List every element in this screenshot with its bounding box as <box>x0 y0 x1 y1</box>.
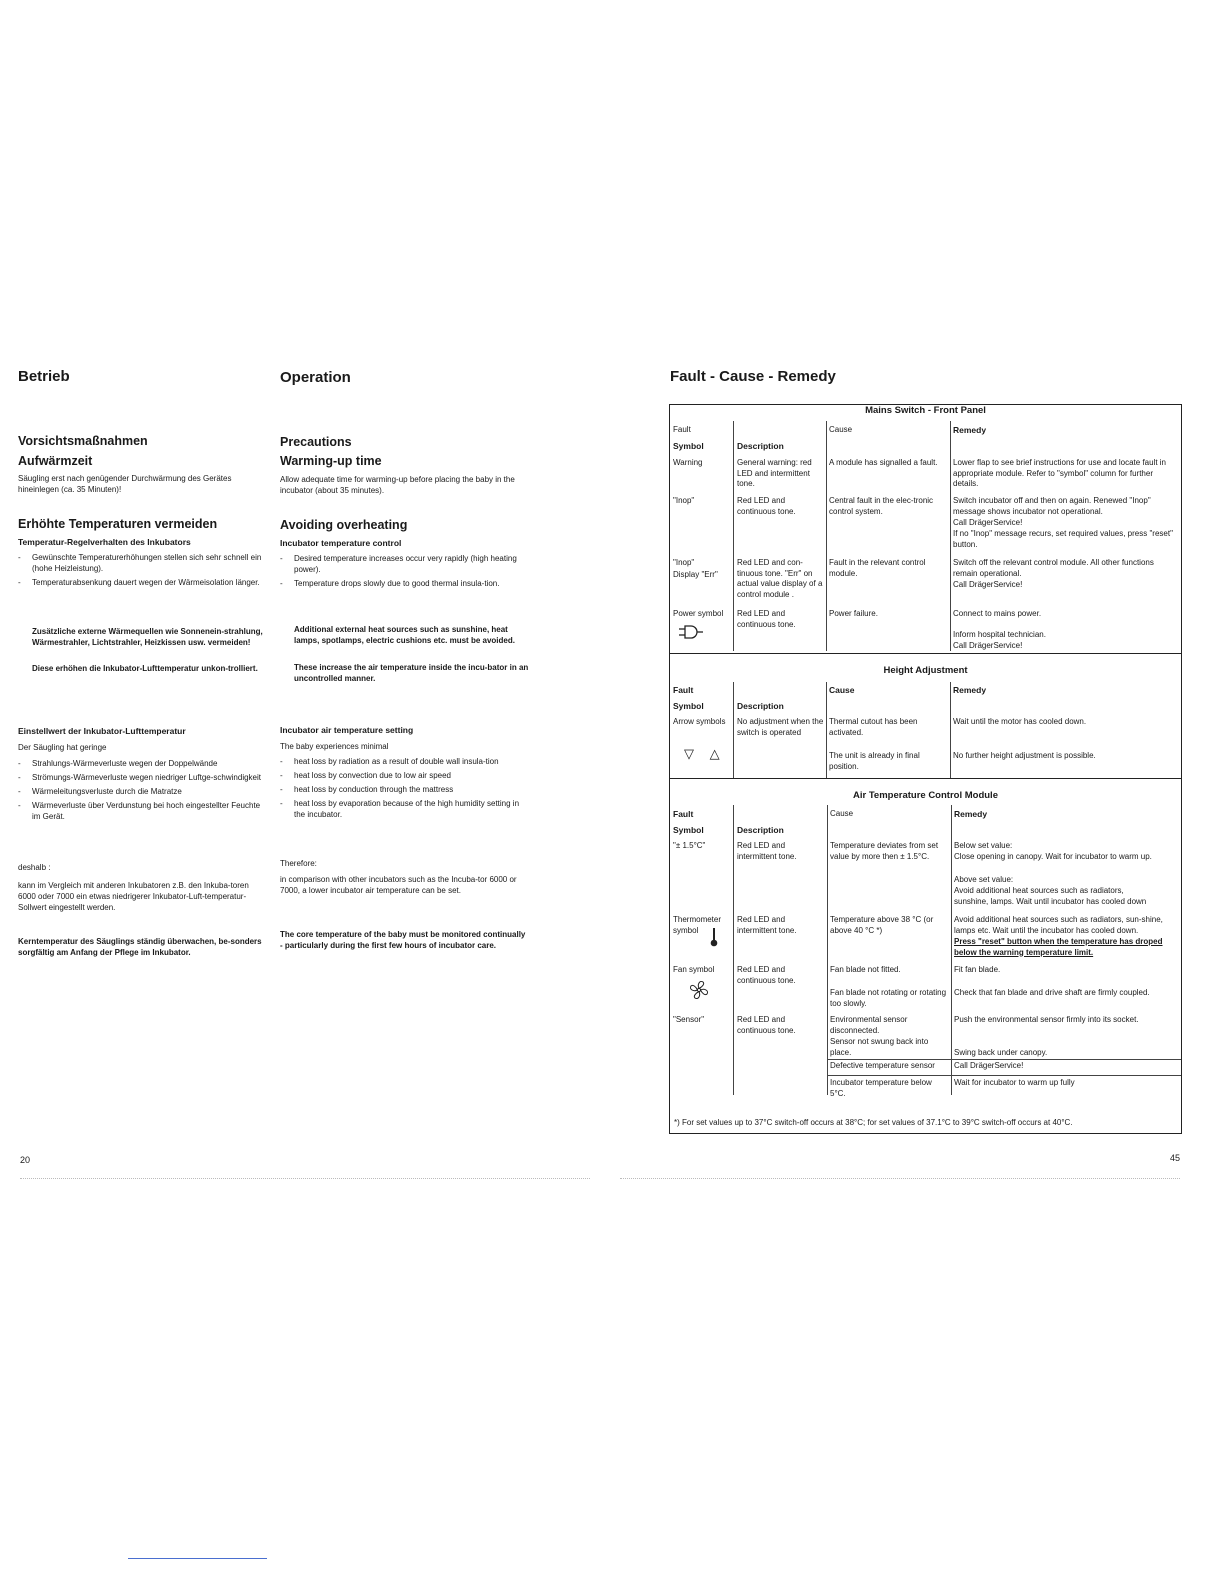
height-r1-description: No adjustment when the switch is operated <box>737 717 824 737</box>
fault-cause-remedy-title: Fault - Cause - Remedy <box>670 368 836 385</box>
row-divider <box>827 1059 1181 1060</box>
english-therefore-text: in comparison with other incubators such as the Incuba-tor 6000 or 7000, a lower incubator air temperature can be set. <box>280 875 517 895</box>
list-item: - heat loss by convection due to low air speed <box>280 770 532 781</box>
english-core-warning: The core temperature of the baby must be monitored continually - particularly during the first few hours of incubator care. <box>280 930 526 950</box>
mains-header-symbol: Symbol <box>673 441 704 451</box>
english-setting-intro: The baby experiences minimal <box>280 742 389 751</box>
german-title: Betrieb <box>18 368 70 385</box>
list-item: - Wärmeleitungsverluste durch die Matratze <box>18 786 268 797</box>
col-divider <box>733 421 734 651</box>
list-item: - Temperature drops slowly due to good thermal insula-tion. <box>280 578 530 589</box>
air-r3-cause-2: Fan blade not rotating or rotating too slowly. <box>830 988 947 1008</box>
air-header-symbol: Symbol <box>673 825 704 835</box>
mains-r3-remedy-2: Call DrägerService! <box>953 580 1023 589</box>
col-divider <box>950 682 951 778</box>
col-divider <box>826 682 827 778</box>
height-r1-symbol: Arrow symbols <box>673 717 726 726</box>
mains-r4-remedy-3: Call DrägerService! <box>953 641 1023 650</box>
german-setting-list <box>18 758 268 825</box>
arrow-up-down-icon: ▽ △ <box>684 746 726 761</box>
mains-r4-symbol: Power symbol <box>673 609 724 618</box>
list-item: - Desired temperature increases occur very rapidly (high heating power). <box>280 553 530 575</box>
mains-section-title: Mains Switch - Front Panel <box>865 405 986 416</box>
air-header-description: Description <box>737 825 784 835</box>
german-core-warning: Kerntemperatur des Säuglings ständig überwachen, be-sonders sorgfältig am Anfang der Pflege im Inkubator. <box>18 937 262 957</box>
german-setting-intro: Der Säugling hat geringe <box>18 743 107 752</box>
air-r1-remedy-5: sunshine, lamps. Wait until incubator has cooled down <box>954 897 1147 906</box>
air-r2-description: Red LED and intermittent tone. <box>737 915 797 935</box>
english-warning-2: These increase the air temperature inside the incu-bator in an uncontrolled manner. <box>294 663 529 683</box>
german-warning-2: Diese erhöhen die Inkubator-Lufttemperatur unkon-trolliert. <box>32 664 258 673</box>
mains-r2-description: Red LED and continuous tone. <box>737 496 796 516</box>
mains-r2-symbol: "Inop" <box>673 496 695 505</box>
left-page-number: 20 <box>20 1155 31 1165</box>
air-r1-remedy-4: Above set value: <box>954 875 1014 884</box>
air-r6-remedy: Wait for incubator to warm up fully <box>954 1078 1075 1087</box>
col-divider <box>733 682 734 778</box>
air-header-fault: Fault <box>673 809 694 819</box>
list-item: - Gewünschte Temperaturerhöhungen stellen sich sehr schnell ein (hohe Heizleistung). <box>18 552 268 574</box>
air-r1-symbol: "± 1.5°C" <box>673 841 706 850</box>
mains-r1-description: General warning: red LED and intermittent tone. <box>737 458 812 488</box>
air-r2-symbol: Thermometer symbol <box>673 915 722 935</box>
col-divider <box>733 805 734 1095</box>
col-divider <box>826 421 827 651</box>
mains-r2-cause: Central fault in the elec-tronic control system. <box>829 496 934 516</box>
list-item: - Wärmeverluste über Verdunstung bei hoch eingestellter Feuchte im Gerät. <box>18 800 268 822</box>
mains-header-fault: Fault <box>673 425 691 434</box>
english-title: Operation <box>280 369 351 386</box>
power-plug-icon <box>678 624 704 640</box>
mains-r3-description: Red LED and con-tinuous tone. "Err" on actual value display of a control module . <box>737 558 823 599</box>
air-r3-symbol: Fan symbol <box>673 965 715 974</box>
german-setting-heading: Einstellwert der Inkubator-Lufttemperatur <box>18 726 186 736</box>
height-r1-cause: Thermal cutout has been activated. <box>829 717 918 737</box>
mains-r4-description: Red LED and continuous tone. <box>737 609 796 629</box>
air-r3-remedy-2: Check that fan blade and drive shaft are firmly coupled. <box>954 988 1150 997</box>
german-warmup-heading: Aufwärmzeit <box>18 454 93 468</box>
height-header-cause: Cause <box>829 685 855 695</box>
air-header-cause: Cause <box>830 809 854 818</box>
air-section-title: Air Temperature Control Module <box>853 790 998 801</box>
thermometer-icon <box>710 927 718 947</box>
air-r4-remedy-2: Swing back under canopy. <box>954 1048 1048 1057</box>
mains-r4-remedy-2: Inform hospital technician. <box>953 630 1046 639</box>
air-r3-description: Red LED and continuous tone. <box>737 965 796 985</box>
section-divider <box>670 778 1181 779</box>
english-overheat-heading: Avoiding overheating <box>280 518 408 532</box>
height-header-symbol: Symbol <box>673 701 704 711</box>
fan-icon <box>688 979 710 1001</box>
list-item: - Strahlungs-Wärmeverluste wegen der Doppelwände <box>18 758 268 769</box>
english-warmup-text: Allow adequate time for warming-up before placing the baby in the incubator (about 35 minutes). <box>280 475 515 495</box>
col-divider <box>827 805 828 1095</box>
section-divider <box>670 653 1181 654</box>
mains-r1-cause: A module has signalled a fault. <box>829 458 938 467</box>
german-overheat-heading: Erhöhte Temperaturen vermeiden <box>18 517 218 531</box>
mains-r3-remedy-1: Switch off the relevant control module. All other functions remain operational. <box>953 558 1154 578</box>
german-therefore-text: kann im Vergleich mit anderen Inkubatoren z.B. den Inkuba-toren 6000 oder 7000 ein etwas niedrigerer Inkubator-Luft-temperatur-Sollwert eingestellt werden. <box>18 881 249 912</box>
list-item: - heat loss by radiation as a result of double wall insula-tion <box>280 756 532 767</box>
english-setting-list <box>280 756 532 823</box>
mains-r4-remedy-1: Connect to mains power. <box>953 609 1042 618</box>
english-warmup-heading: Warming-up time <box>280 454 382 468</box>
mains-header-remedy: Remedy <box>953 425 987 435</box>
mains-r2-remedy-3: If no "Inop" message recurs, set required values, press "reset" button. <box>953 529 1173 549</box>
air-r2-cause: Temperature above 38 °C (or above 40 °C *) <box>830 915 934 935</box>
air-r2-remedy-1: Avoid additional heat sources such as radiators, sun-shine, lamps etc. Wait until the incubator has cooled down. <box>954 915 1163 935</box>
air-r1-cause: Temperature deviates from set value by more then ± 1.5°C. <box>830 841 939 861</box>
mains-r1-remedy: Lower flap to see brief instructions for use and locate fault in appropriate module. Refer to "symbol" column for further details. <box>953 458 1167 488</box>
english-warning-1: Additional external heat sources such as sunshine, heat lamps, spotlamps, electric cushions etc. must be avoided. <box>294 625 515 645</box>
air-r4-description: Red LED and continuous tone. <box>737 1015 796 1035</box>
right-page-number: 45 <box>1170 1153 1181 1163</box>
bottom-rule <box>128 1558 267 1559</box>
mains-r2-remedy-2: Call DrägerService! <box>953 518 1023 527</box>
air-r1-remedy-2: Close opening in canopy. Wait for incubator to warm up. <box>954 852 1152 861</box>
air-r3-remedy-1: Fit fan blade. <box>954 965 1001 974</box>
air-r3-cause-1: Fan blade not fitted. <box>830 965 901 974</box>
air-r4-cause-2: Sensor not swung back into place. <box>830 1037 929 1057</box>
row-divider <box>827 1075 1181 1076</box>
height-header-remedy: Remedy <box>953 685 987 695</box>
german-precautions-heading: Vorsichtsmaßnahmen <box>18 434 148 448</box>
air-r5-cause: Defective temperature sensor <box>830 1061 935 1070</box>
german-control-list <box>18 552 268 591</box>
mains-r1-symbol: Warning <box>673 458 703 467</box>
mains-r3-cause: Fault in the relevant control module. <box>829 558 926 578</box>
air-r2-remedy-2: Press "reset" button when the temperature has droped below the warning temperature limit. <box>954 937 1163 957</box>
german-warmup-text: Säugling erst nach genügender Durchwärmung des Gerätes hineinlegen (ca. 35 Minuten)! <box>18 474 232 494</box>
air-header-remedy: Remedy <box>954 809 988 819</box>
air-r6-cause: Incubator temperature below 5°C. <box>830 1078 932 1098</box>
height-r2-remedy: No further height adjustment is possible. <box>953 751 1096 760</box>
mains-r3-symbol-1: "Inop" <box>673 558 695 567</box>
height-r1-remedy: Wait until the motor has cooled down. <box>953 717 1087 726</box>
height-header-fault: Fault <box>673 685 694 695</box>
table-footnote: *) For set values up to 37°C switch-off occurs at 38°C; for set values of 37.1°C to 39°C switch-off occurs at 40°C. <box>674 1117 1073 1127</box>
air-r5-remedy: Call DrägerService! <box>954 1061 1024 1070</box>
air-r1-description: Red LED and intermittent tone. <box>737 841 797 861</box>
height-header-description: Description <box>737 701 784 711</box>
german-control-heading: Temperatur-Regelverhalten des Inkubators <box>18 537 191 547</box>
air-r1-remedy-3: Avoid additional heat sources such as radiators, <box>954 886 1124 895</box>
mains-header-cause: Cause <box>829 425 853 434</box>
mains-r4-cause: Power failure. <box>829 609 878 618</box>
list-item: - Strömungs-Wärmeverluste wegen niedriger Luftge-schwindigkeit <box>18 772 268 783</box>
col-divider <box>950 421 951 651</box>
air-r4-cause-1: Environmental sensor disconnected. <box>830 1015 908 1035</box>
left-page-bottom-dots <box>20 1178 590 1179</box>
height-section-title: Height Adjustment <box>883 665 968 676</box>
german-warning-1: Zusätzliche externe Wärmequellen wie Sonnenein-strahlung, Wärmestrahler, Lichtstrahler, Heizkissen usw. vermeiden! <box>32 627 263 647</box>
mains-r3-symbol-2: Display "Err" <box>673 570 718 579</box>
mains-r2-remedy-1: Switch incubator off and then on again. Renewed "Inop" message shows incubator not operational. <box>953 496 1151 516</box>
right-page-bottom-dots <box>620 1178 1180 1179</box>
english-setting-heading: Incubator air temperature setting <box>280 725 414 735</box>
english-therefore: Therefore: <box>280 859 317 868</box>
list-item: - heat loss by conduction through the mattress <box>280 784 532 795</box>
air-r4-remedy-1: Push the environmental sensor firmly into its socket. <box>954 1015 1139 1024</box>
air-r1-remedy-1: Below set value: <box>954 841 1013 850</box>
english-control-list <box>280 553 530 592</box>
fault-table <box>669 404 1182 1134</box>
german-therefore: deshalb : <box>18 863 51 872</box>
col-divider <box>951 805 952 1095</box>
list-item: - heat loss by evaporation because of the high humidity setting in the incubator. <box>280 798 532 820</box>
height-r2-cause: The unit is already in final position. <box>829 751 920 771</box>
list-item: - Temperaturabsenkung dauert wegen der Wärmeisolation länger. <box>18 577 268 588</box>
english-precautions-heading: Precautions <box>280 435 352 449</box>
mains-header-description: Description <box>737 441 784 451</box>
air-r4-symbol: "Sensor" <box>673 1015 705 1024</box>
english-control-heading: Incubator temperature control <box>280 538 402 548</box>
